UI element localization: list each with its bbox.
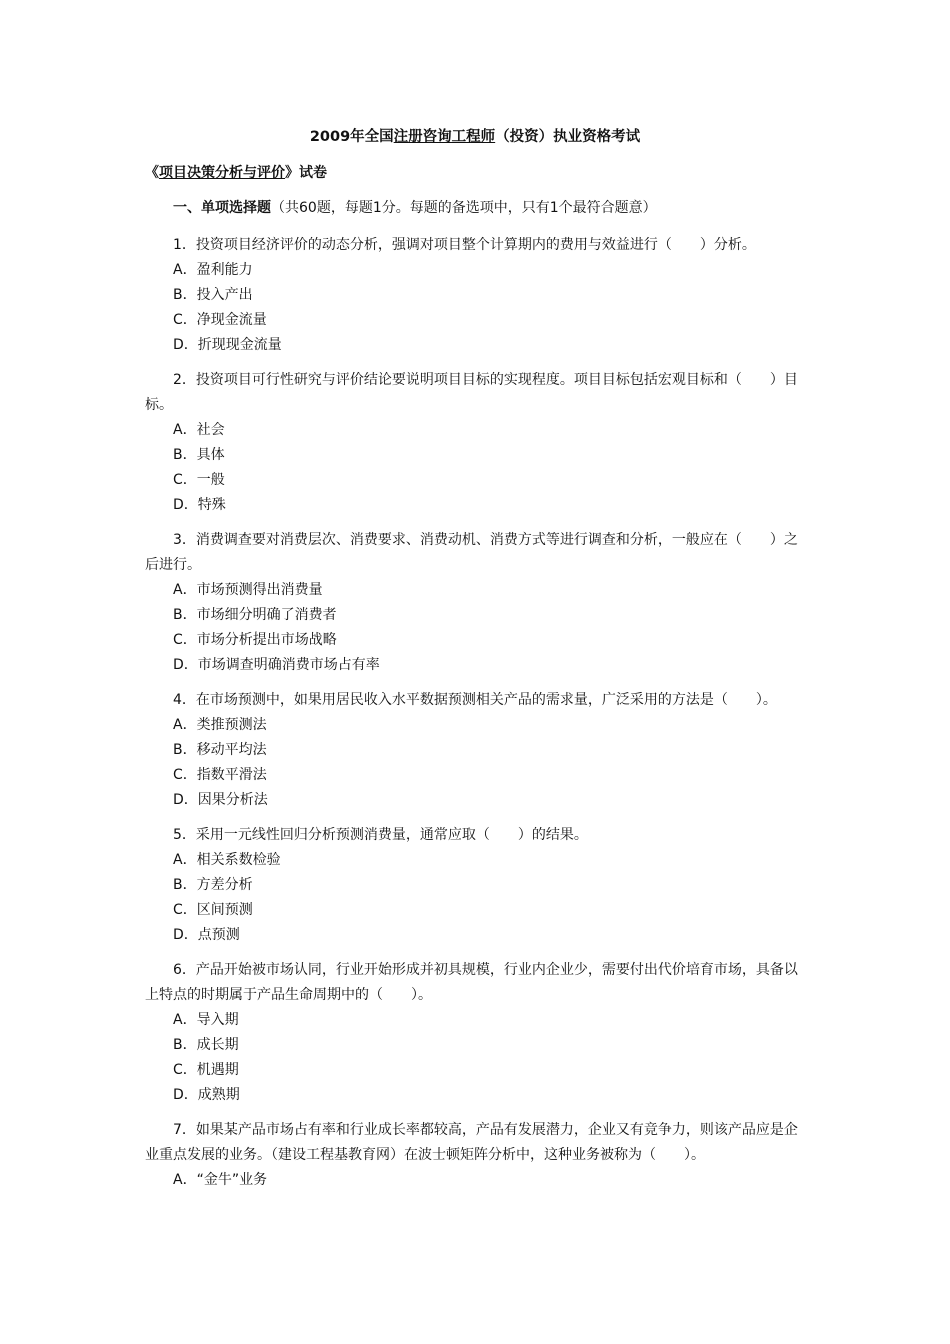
exam-title-pre: 2009年全国 bbox=[309, 129, 394, 145]
option: B．市场细分明确了消费者 bbox=[173, 607, 337, 623]
option: B．成长期 bbox=[173, 1037, 239, 1053]
question-text: 2．投资项目可行性研究与评价结论要说明项目目标的实现程度。项目目标包括宏观目标和（ ）目标。 bbox=[145, 372, 798, 413]
question-text: 4．在市场预测中，如果用居民收入水平数据预测相关产品的需求量，广泛采用的方法是（ ）。 bbox=[173, 692, 777, 708]
option: A．相关系数检验 bbox=[173, 852, 281, 868]
option: D．点预测 bbox=[173, 927, 240, 943]
option: D．特殊 bbox=[173, 497, 226, 513]
section-heading bbox=[173, 198, 657, 218]
option: B．移动平均法 bbox=[173, 742, 267, 758]
question-text: 5．采用一元线性回归分析预测消费量，通常应取（ ）的结果。 bbox=[173, 827, 588, 843]
option: B．投入产出 bbox=[173, 287, 253, 303]
question-1 bbox=[145, 233, 810, 358]
option: B．方差分析 bbox=[173, 877, 253, 893]
subtitle-link[interactable]: 项目决策分析与评价 bbox=[159, 165, 285, 181]
question-7 bbox=[145, 1118, 810, 1193]
option: C．净现金流量 bbox=[173, 312, 267, 328]
question-5 bbox=[145, 823, 810, 948]
option: D．市场调查明确消费市场占有率 bbox=[173, 657, 380, 673]
option: C．区间预测 bbox=[173, 902, 253, 918]
question-2 bbox=[145, 368, 810, 518]
question-text: 7．如果某产品市场占有率和行业成长率都较高，产品有发展潜力，企业又有竞争力，则该产品应是企业重点发展的业务。（建设工程基教育网）在波士顿矩阵分析中，这种业务被称为（ ）。 bbox=[145, 1122, 798, 1163]
exam-title bbox=[0, 127, 950, 147]
option: C．市场分析提出市场战略 bbox=[173, 632, 337, 648]
subtitle-close: 》试卷 bbox=[285, 165, 327, 181]
option: D．折现现金流量 bbox=[173, 337, 282, 353]
option: A．“金牛”业务 bbox=[173, 1172, 268, 1188]
question-6 bbox=[145, 958, 810, 1108]
option: A．类推预测法 bbox=[173, 717, 267, 733]
option: C．指数平滑法 bbox=[173, 767, 267, 783]
option: C．一般 bbox=[173, 472, 225, 488]
exam-title-link[interactable]: 注册咨询工程师 bbox=[393, 129, 496, 145]
question-text: 3．消费调查要对消费层次、消费要求、消费动机、消费方式等进行调查和分析，一般应在（ ）之后进行。 bbox=[145, 532, 798, 573]
exam-title-post: （投资）执业资格考试 bbox=[495, 129, 641, 145]
question-4 bbox=[145, 688, 810, 813]
question-text: 1．投资项目经济评价的动态分析，强调对项目整个计算期内的费用与效益进行（ ）分析。 bbox=[173, 237, 756, 253]
option: C．机遇期 bbox=[173, 1062, 239, 1078]
option: D．成熟期 bbox=[173, 1087, 240, 1103]
option: A．盈利能力 bbox=[173, 262, 253, 278]
option: B．具体 bbox=[173, 447, 225, 463]
question-text: 6．产品开始被市场认同，行业开始形成并初具规模，行业内企业少，需要付出代价培育市场，具备以上特点的时期属于产品生命周期中的（ ）。 bbox=[145, 962, 798, 1003]
section-label: 一、单项选择题 bbox=[173, 200, 271, 216]
option: A．导入期 bbox=[173, 1012, 239, 1028]
subtitle-open: 《 bbox=[145, 165, 159, 181]
option: A．市场预测得出消费量 bbox=[173, 582, 323, 598]
section-note: （共60题，每题1分。每题的备选项中，只有1个最符合题意） bbox=[271, 200, 657, 216]
option: D．因果分析法 bbox=[173, 792, 268, 808]
option: A．社会 bbox=[173, 422, 225, 438]
paper-subtitle bbox=[145, 163, 327, 183]
question-list bbox=[145, 233, 810, 1203]
question-3 bbox=[145, 528, 810, 678]
